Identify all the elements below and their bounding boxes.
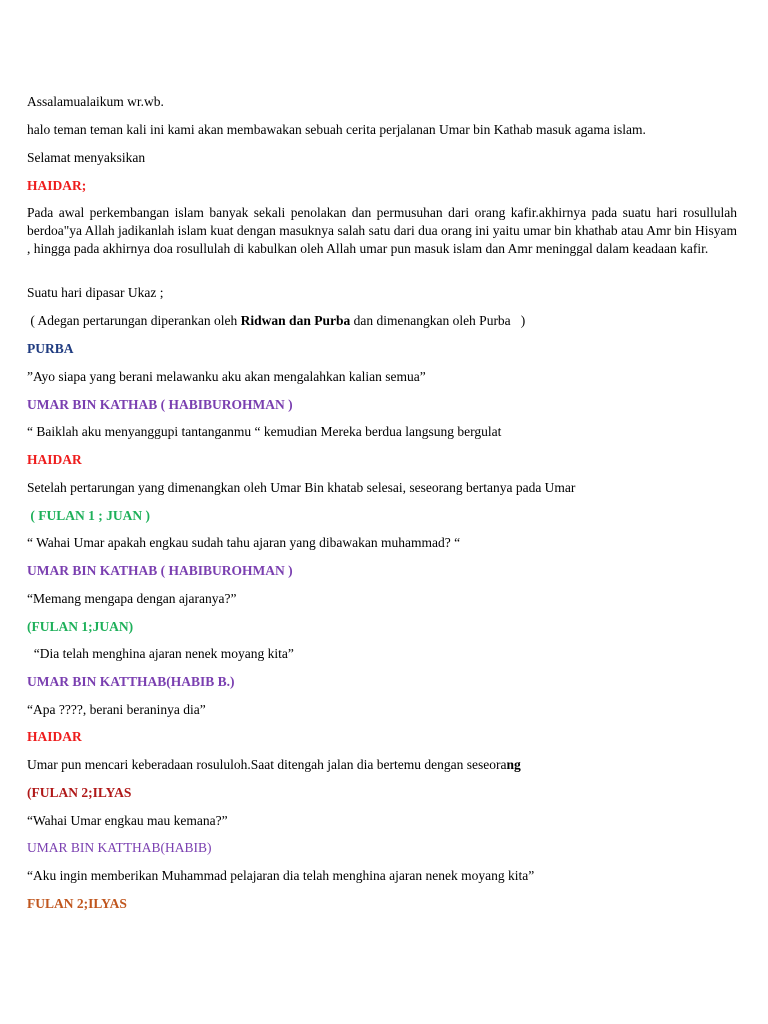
dialogue-line: “ Baiklah aku menyanggupi tantanganmu “ kemudian Mereka berdua langsung bergulat	[27, 424, 502, 439]
dialogue-line: “Memang mengapa dengan ajaranya?”	[27, 591, 237, 606]
stage-direction	[27, 312, 737, 330]
dialogue-line-text: Umar pun mencari keberadaan rosululoh.Saat ditengah jalan dia bertemu dengan seseora	[27, 757, 507, 772]
speaker-haidar: HAIDAR;	[27, 178, 87, 193]
dialogue-line-bold: ng	[506, 757, 521, 772]
speaker-umar: UMAR BIN KATHAB ( HABIBUROHMAN )	[27, 397, 293, 412]
dialogue-line: “Aku ingin memberikan Muhammad pelajaran dia telah menghina ajaran nenek moyang kita”	[27, 868, 535, 883]
speaker-umar: UMAR BIN KATTHAB(HABIB)	[27, 840, 212, 855]
narration-paragraph: Pada awal perkembangan islam banyak sekali penolakan dan permusuhan dari orang kafir.akhirnya pada suatu hari rosullulah berdoa"ya Allah jadikanlah islam kuat dengan masuknya salah satu dari dua orang ini yaitu umar bin khathab atau Amr bin Hisyam , hingga pada akhirnya doa rosullulah di kabulkan oleh Allah umar pun masuk islam dan Amr meninggal dalam keadaan kafir.	[27, 205, 737, 256]
speaker-fulan-2: FULAN 2;ILYAS	[27, 896, 127, 911]
speaker-umar: UMAR BIN KATTHAB(HABIB B.)	[27, 674, 235, 689]
dialogue-line: “Dia telah menghina ajaran nenek moyang kita”	[27, 646, 294, 661]
greeting: Assalamualaikum wr.wb.	[27, 94, 164, 109]
stage-direction-post: dan dimenangkan oleh Purba )	[350, 313, 526, 328]
dialogue-line: “Wahai Umar engkau mau kemana?”	[27, 813, 228, 828]
setting-text: Suatu hari dipasar Ukaz ;	[27, 285, 164, 300]
speaker-fulan-1: ( FULAN 1 ; JUAN )	[27, 508, 150, 523]
stage-direction-pre: ( Adegan pertarungan diperankan oleh	[27, 313, 241, 328]
speaker-umar: UMAR BIN KATHAB ( HABIBUROHMAN )	[27, 563, 293, 578]
dialogue-line: “Apa ????, berani beraninya dia”	[27, 702, 206, 717]
intro-paragraph: halo teman teman kali ini kami akan membawakan sebuah cerita perjalanan Umar bin Kathab masuk agama islam.	[27, 122, 646, 137]
speaker-haidar: HAIDAR	[27, 729, 82, 744]
speaker-fulan-1: (FULAN 1;JUAN)	[27, 619, 134, 634]
welcome-text: Selamat menyaksikan	[27, 150, 146, 165]
speaker-purba: PURBA	[27, 341, 74, 356]
speaker-haidar: HAIDAR	[27, 452, 82, 467]
dialogue-line: “ Wahai Umar apakah engkau sudah tahu ajaran yang dibawakan muhammad? “	[27, 535, 461, 550]
dialogue-line	[27, 756, 737, 774]
dialogue-line: ”Ayo siapa yang berani melawanku aku akan mengalahkan kalian semua”	[27, 369, 426, 384]
stage-direction-actors: Ridwan dan Purba	[240, 313, 351, 328]
dialogue-line: Setelah pertarungan yang dimenangkan oleh Umar Bin khatab selesai, seseorang bertanya pada Umar	[27, 480, 576, 495]
speaker-fulan-2: (FULAN 2;ILYAS	[27, 785, 132, 800]
